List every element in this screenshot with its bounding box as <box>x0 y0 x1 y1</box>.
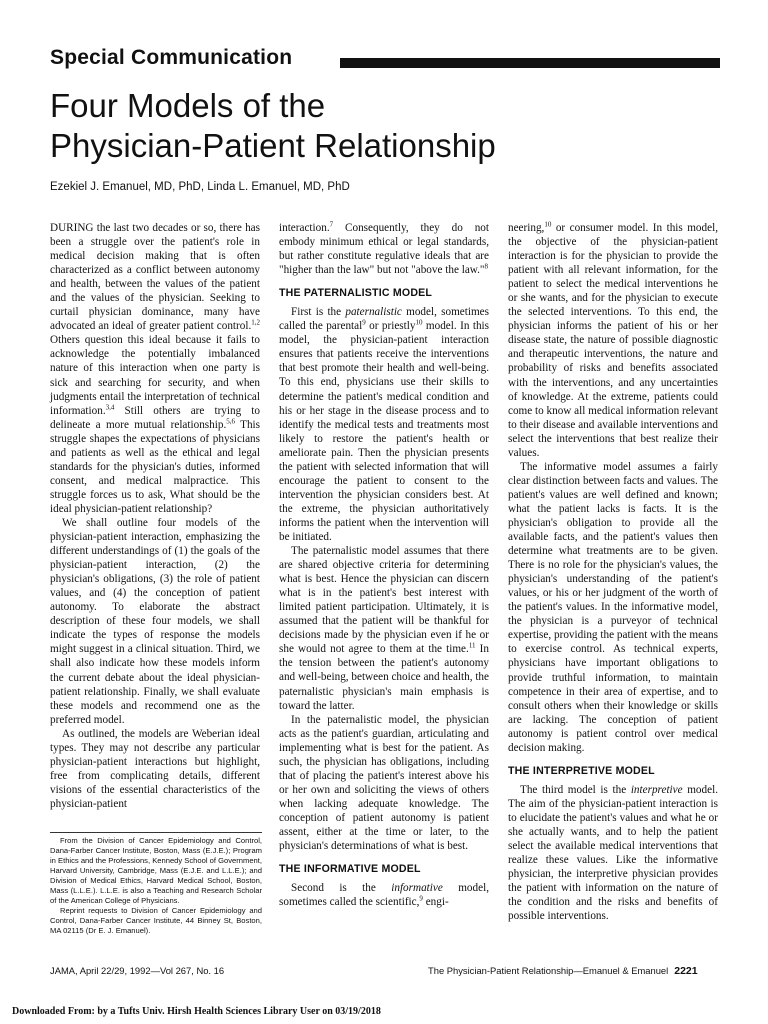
footnote-rule <box>50 832 262 833</box>
paragraph: neering,$^{10}$ or consumer model. In this model, the objective of the physician-patient interaction is for the physician to provide the patient with all relevant information, for the patient to select the medical interventions he or she wants, and for the physician to execute the selected interventions. To this end, the physician informs the patient of his or her disease state, the nature of possible diagnostic and therapeutic interventions, the nature and probability of risks and benefits associated with the interventions, and any uncertainties of knowledge. At the extreme, patients could come to know all medical information relevant to their disease and available interventions and select the interventions that best realize their values. <box>508 220 719 459</box>
paragraph: DURING the last two decades or so, there has been a struggle over the patient's role in medical decision making that is often characterized as a conflict between autonomy and health, between the values of the patient and the values of the physician. Seeking to curtail physician dominance, many have advocated an ideal of greater patient control.$^{1,2}$ Others question this ideal because it fails to acknowledge the potentially imbalanced nature of this interaction when one party is sick and searching for security, and when judgments entail the interpretation of technical information.$^{3,4}$ Still others are trying to delineate a more mutual relationship.$^{5,6}$ This struggle shapes the expectations of physicians and patients as well as the ethical and legal standards for the physician's duties, informed consent, and medical malpractice. This struggle forces us to ask, What should be the ideal physician-patient relationship? <box>50 222 261 515</box>
section-heading: THE INFORMATIVE MODEL <box>279 863 421 876</box>
paragraph: In the paternalistic model, the physician acts as the patient's guardian, articulating and implementing what is best for the patient. As such, the physician has obligations, including that of placing the patient's interest above his or her own and soliciting the views of others when lacking adequate knowledge. The conception of patient autonomy is patient assent, either at the time or later, to the physician's determinations of what is best. <box>279 713 489 853</box>
body-column-1 <box>50 221 260 811</box>
paragraph: The paternalistic model assumes that there are shared objective criteria for determining what is best. Hence the physician can discern what is in the patient's best interest with limited patient participation. Ultimately, it is assumed that the patient will be thankful for decisions made by the physician even if he or she would not agree to them at the time.$^{11}$ In the tension between the patient's autonomy and well-being, between choice and health, the paternalistic physician's main emphasis is toward the latter. <box>279 545 489 712</box>
section-rule <box>340 58 720 68</box>
paragraph: As outlined, the models are Weberian ideal types. They may not describe any particular physician-patient interactions but highlight, free from complicating details, different visions of the essential characteristics of the physician-patient <box>50 727 260 810</box>
reference-marker: 1,2 <box>251 318 260 327</box>
paragraph: Second is the informative model, sometimes called the scientific,$^9$ engi- <box>279 882 489 909</box>
body-column-2 <box>279 221 489 909</box>
paragraph: We shall outline four models of the physician-patient interaction, emphasizing the different understandings of (1) the goals of the physician-patient interaction, (2) the physician's obligations, (3) the role of patient values, and (4) the conception of patient autonomy. To elaborate the abstract description of these four models, we shall indicate the types of response the models might suggest in a clinical situation. Third, we shall also indicate how these models inform the current debate about the ideal physician-patient relationship. Finally, we shall evaluate these models and recommend one as the preferred model. <box>50 516 260 726</box>
reference-marker: 10 <box>415 318 423 327</box>
page-number: 2221 <box>674 965 698 977</box>
reference-marker: 8 <box>484 262 488 271</box>
paragraph: interaction.$^7$ Consequently, they do not embody minimum ethical or legal standards, but rather constitute regulative ideals that are "higher than the law" but not "above the law."$^8$ <box>279 220 489 277</box>
download-notice: Downloaded From: by a Tufts Univ. Hirsh Health Sciences Library User on 03/19/2018 <box>12 1006 381 1017</box>
reference-marker: 9 <box>419 894 423 903</box>
running-footer <box>428 965 698 977</box>
body-column-3 <box>508 221 718 923</box>
paragraph: First is the paternalistic model, sometimes called the parental$^9$ or priestly$^{10}$ model. In this model, the physician-patient interaction ensures that patients receive the interventions that best promote their health and well-being. To this end, physicians use their skills to determine the patient's medical condition and his or her stage in the disease process and to identify the medical tests and treatments most likely to restore the patient's health or ameliorate pain. Then the physician presents the patient with selected information that will encourage the patient to consent to the intervention the physician considers best. At the extreme, the physician authoritatively informs the patient when the intervention will be initiated. <box>279 306 489 543</box>
section-label: Special Communication <box>50 46 293 69</box>
section-heading: THE INTERPRETIVE MODEL <box>508 764 655 777</box>
affiliation-text: From the Division of Cancer Epidemiology and Control, Dana-Farber Cancer Institute, Boston, Mass (E.J.E.); Program in Ethics and the Professions, Kennedy School of Government, Harvard University, Cambridge, Mass (E.J.E. and L.L.E.); and Division of Medical Ethics, Harvard Medical School, Boston, Mass (L.L.E.). L.L.E. is also a Teaching and Research Scholar of the American College of Physicians. <box>50 836 262 905</box>
title-line-1: Four Models of the <box>50 87 326 124</box>
affiliation-footnote <box>50 836 262 936</box>
paragraph: The informative model assumes a fairly clear distinction between facts and values. The patient's values are well defined and known; what the patient lacks is facts. It is the physician's obligation to provide all the available facts, and the patient's values then determine what treatments are to be given. There is no role for the physician's values, the physician's understanding of the patient's values, or his or her judgment of the worth of the patient's values. In the informative model, the physician is a purveyor of technical expertise, providing the patient with the means to exercise control. As technical experts, physicians have important obligations to provide truthful information, to maintain competence in their area of expertise, and to consult others when their knowledge or skills are lacking. The conception of patient autonomy is patient control over medical decision making. <box>508 460 718 754</box>
reference-marker: 9 <box>362 318 366 327</box>
reference-marker: 5,6 <box>226 416 236 425</box>
section-heading: THE PATERNALISTIC MODEL <box>279 287 433 300</box>
journal-citation: JAMA, April 22/29, 1992—Vol 267, No. 16 <box>50 965 225 976</box>
reference-marker: 10 <box>544 220 552 229</box>
reprint-requests: Reprint requests to Division of Cancer Epidemiology and Control, Dana-Farber Cancer Institute, 44 Binney St, Boston, MA 02115 (Dr E. J. Emanuel). <box>50 906 262 935</box>
title-line-2: Physician-Patient Relationship <box>50 127 496 164</box>
paragraph: The third model is the interpretive model. The aim of the physician-patient interaction is to elucidate the patient's values and what he or she actually wants, and to help the patient select the available medical interventions that realize these values. Like the informative physician, the interpretive physician provides the patient with information on the nature of the condition and the risks and benefits of possible interventions. <box>508 783 718 923</box>
reference-marker: 11 <box>468 641 476 650</box>
reference-marker: 3,4 <box>105 402 115 411</box>
author-list: Ezekiel J. Emanuel, MD, PhD, Linda L. Emanuel, MD, PhD <box>50 181 350 193</box>
running-title: The Physician-Patient Relationship—Emanuel & Emanuel <box>428 965 669 976</box>
article-title <box>50 86 496 166</box>
reference-marker: 7 <box>329 220 334 229</box>
